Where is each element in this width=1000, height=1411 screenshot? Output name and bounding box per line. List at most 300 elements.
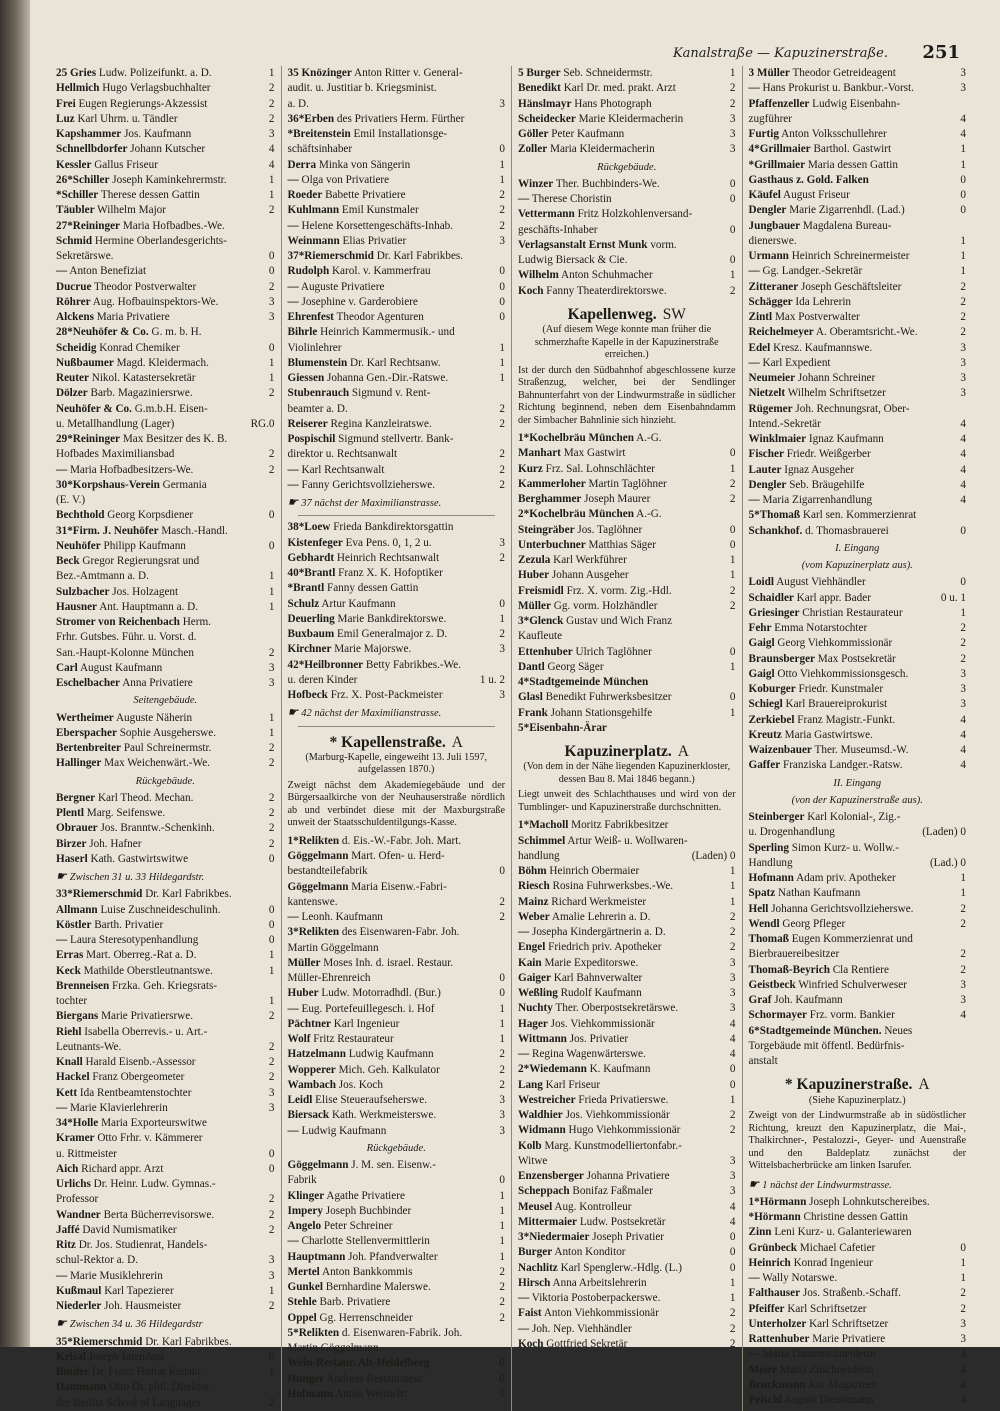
resident-name: Krisal — [56, 1350, 86, 1363]
directory-entry — [518, 986, 736, 1001]
resident-name: 30*Korpshaus-Verein — [56, 478, 160, 491]
resident-details: Gottfried Sekretär — [546, 1337, 628, 1350]
resident-details: Andreas Restaurateur — [326, 1372, 423, 1385]
floor-number: 2 — [268, 822, 275, 835]
directory-entry — [288, 112, 506, 127]
resident-name: Gaigl — [748, 667, 775, 680]
floor-number: 2 — [268, 112, 275, 125]
floor-number: 1 — [960, 887, 966, 900]
resident-name: Sulzbacher — [56, 585, 110, 598]
resident-details: Hofbades Maximiliansbad — [56, 448, 175, 461]
resident-details: Barth. Privatier — [94, 918, 164, 931]
floor-number: 0 — [268, 1162, 275, 1175]
resident-details: Joh. Rechnungsrat, Ober- — [795, 402, 910, 415]
resident-details: des Privatiers Herm. Fürther — [336, 112, 465, 125]
directory-entry — [518, 253, 736, 268]
resident-name: — — [287, 1124, 299, 1137]
resident-name: — — [748, 494, 760, 506]
directory-entry — [518, 1123, 736, 1138]
floor-number: 0 — [499, 265, 505, 278]
resident-details: Maria Damenschneiderin — [762, 1348, 876, 1361]
directory-entry — [749, 902, 967, 917]
directory-entry — [288, 1032, 506, 1047]
resident-name: — — [287, 463, 299, 476]
resident-name: Widmann — [518, 1124, 566, 1137]
resident-details: Witwe — [518, 1154, 548, 1167]
directory-entry — [749, 1256, 967, 1271]
directory-entry — [749, 493, 967, 508]
resident-details: Berta Bücherrevisorswe. — [103, 1208, 215, 1221]
resident-name: Pächtner — [287, 1017, 331, 1030]
floor-number: 1 — [960, 872, 966, 884]
directory-entry — [749, 652, 967, 667]
resident-name: 5*Eisenbahn-Ärar — [518, 721, 607, 734]
floor-number: 1 — [499, 612, 505, 625]
resident-details: Heinrich Obermaier — [549, 865, 640, 877]
directory-entry — [749, 1225, 967, 1240]
resident-details: Leutnants-We. — [56, 1040, 122, 1053]
floor-number: 1 — [729, 462, 736, 475]
pointing-hand-icon: ☛ — [287, 705, 302, 720]
resident-name: Fehr — [748, 622, 772, 634]
resident-details: G. m. b. H. — [151, 326, 202, 339]
floor-number: 2 — [499, 417, 505, 430]
resident-details: vorm. — [650, 238, 677, 251]
directory-entry — [749, 524, 967, 539]
floor-number: 1 — [499, 1002, 505, 1015]
directory-entry — [288, 956, 506, 971]
directory-entry — [56, 463, 275, 478]
district-code: A — [451, 733, 463, 751]
directory-entry — [288, 402, 506, 417]
resident-name: Impery — [287, 1204, 323, 1217]
directory-entry — [56, 1223, 275, 1238]
directory-entry — [518, 553, 736, 568]
resident-details: Therese dessen Gattin — [100, 189, 200, 201]
resident-details: Frz. X. vorm. Zig.-Hdl. — [566, 584, 672, 597]
directory-entry — [749, 682, 967, 697]
resident-name: 31*Firm. J. Neuhöfer — [56, 524, 159, 537]
resident-name: Dammann — [56, 1381, 107, 1394]
resident-name: 5*Thomaß — [748, 509, 801, 522]
directory-entry — [56, 1192, 275, 1207]
resident-name: Kramer — [56, 1132, 95, 1145]
resident-details: Herm. — [182, 616, 211, 628]
floor-number: 3 — [499, 689, 505, 701]
resident-details: Anton Weinwirt — [335, 1387, 407, 1400]
directory-entry — [518, 507, 736, 522]
directory-entry — [288, 895, 506, 910]
directory-entry — [518, 207, 736, 222]
floor-number: 3 — [960, 667, 966, 680]
floor-number: 3 — [960, 387, 966, 400]
floor-number: 2 — [268, 837, 275, 850]
resident-details: Eug. Portefeuillegesch. i. Hof — [301, 1002, 435, 1015]
directory-entry — [749, 963, 967, 978]
resident-name: — — [748, 1272, 760, 1284]
floor-number: 4 — [729, 1048, 736, 1060]
directory-entry — [288, 581, 506, 596]
resident-name: Scheppach — [518, 1185, 570, 1198]
floor-number: 1 — [960, 234, 966, 247]
floor-number: (Laden) 0 — [691, 849, 736, 862]
resident-name: *Breitenstein — [287, 128, 351, 140]
resident-name: Hager — [518, 1017, 548, 1030]
floor-number: 3 — [729, 987, 736, 999]
floor-number: 1 — [729, 569, 736, 582]
resident-name: — — [518, 1292, 530, 1304]
entrance-heading: I. Eingang — [835, 542, 880, 554]
resident-name: Frank — [518, 706, 548, 719]
resident-name: Ettenhuber — [518, 645, 573, 658]
directory-entry — [288, 432, 506, 447]
resident-details: Jos. Viehkommissionär — [565, 1109, 670, 1121]
resident-name: Kessler — [56, 158, 92, 171]
directory-entry — [749, 886, 967, 901]
directory-entry — [56, 1284, 275, 1299]
floor-number: 3 — [729, 1002, 736, 1015]
directory-entry — [518, 614, 736, 629]
floor-number: 1 — [268, 585, 275, 598]
resident-details: Theodor Postverwalter — [94, 280, 197, 293]
resident-name: — — [56, 463, 68, 476]
resident-details: d. Eisenwaren-Fabrik. Joh. — [341, 1326, 463, 1339]
resident-name: 1*Relikten — [287, 834, 340, 847]
resident-name: — — [287, 295, 299, 308]
floor-number: 2 — [729, 1322, 736, 1335]
resident-details: Joseph Kaminkehrermstr. — [112, 173, 227, 186]
entry-list — [56, 711, 275, 772]
resident-details: Emil Kunstmaler — [341, 204, 419, 217]
resident-details: Leonh. Kaufmann — [301, 911, 383, 923]
resident-details: Konrad Ingenieur — [793, 1256, 873, 1269]
floor-number: 0 — [268, 1147, 275, 1160]
resident-details: Marie Bankdirektorswe. — [337, 612, 447, 625]
resident-name: Derra — [287, 158, 317, 171]
resident-name: 35 Knözinger — [287, 67, 352, 79]
resident-name: Kistenfeger — [287, 536, 343, 549]
resident-details: Martin Göggelmann — [287, 941, 379, 954]
directory-entry — [56, 112, 275, 127]
book-binding-edge — [0, 0, 30, 1347]
street-name-origin: (Auf diesem Wege konnte man früher die schmerzhafte Kapelle in der Kapuzinerstraße erreichen.) — [534, 324, 719, 360]
floor-number: 3 — [729, 956, 736, 969]
directory-entry — [749, 1347, 967, 1362]
directory-entry — [749, 713, 967, 728]
resident-details: zugführer — [748, 112, 792, 125]
resident-name: Huber — [287, 987, 319, 1000]
street-description: Ist der durch den Südbahnhof abgeschlossene kurze Straßenzug, welcher, bei der Sendlinger Bahnunterfahrt von der Lindwurmstraße in südlicher Richtung beginnend, neben dem Eisenbahndamm der Simbacher Bahnlinie sich hinzieht. — [518, 364, 736, 426]
resident-name: Täubler — [56, 204, 95, 217]
directory-entry — [56, 402, 275, 417]
floor-number: 1 — [268, 67, 275, 79]
building-subheading: Rückgebäude. — [135, 775, 195, 787]
directory-entry — [56, 310, 275, 325]
resident-name: Blumenstein — [287, 356, 348, 369]
directory-entry — [288, 142, 506, 157]
resident-name: Biergans — [56, 1010, 99, 1023]
floor-number: RG.0 — [250, 417, 275, 430]
resident-name: Westreicher — [518, 1093, 576, 1106]
directory-columns — [50, 66, 972, 1409]
entrance-heading: II. Eingang — [833, 777, 882, 789]
resident-name: Thomaß — [748, 933, 789, 945]
resident-details: Dr. Karl Fabrikbes. — [145, 888, 232, 901]
directory-entry — [749, 97, 967, 112]
floor-number: 0 — [960, 173, 966, 186]
resident-name: Bergner — [56, 791, 96, 804]
resident-details: Anton Konditor — [554, 1246, 626, 1259]
directory-entry — [56, 173, 275, 188]
directory-entry — [749, 1302, 967, 1317]
directory-entry — [288, 310, 506, 325]
resident-details: Ther. Museumsd.-W. — [814, 744, 909, 756]
directory-entry — [518, 127, 736, 142]
directory-entry — [56, 1365, 275, 1380]
resident-name: — — [748, 265, 760, 278]
resident-details: Mart. Oberreg.-Rat a. D. — [86, 949, 197, 962]
resident-name: 6*Stadtgemeinde München. — [748, 1024, 882, 1037]
resident-name: Schmid — [56, 234, 93, 247]
resident-name: Thomaß-Beyrich — [748, 963, 830, 976]
floor-number: 2 — [499, 895, 505, 908]
resident-name: Stromer von Reichenbach — [56, 616, 180, 628]
floor-number: 2 — [268, 807, 275, 819]
resident-details: Emil Installationsge- — [353, 128, 448, 140]
resident-details: Johanna Gerichtsvollzieherswe. — [771, 902, 914, 915]
directory-entry — [288, 463, 506, 478]
directory-entry — [749, 606, 967, 621]
directory-entry — [56, 371, 275, 386]
entry-list — [749, 1195, 967, 1409]
resident-details: Ludw. Polizeifunkt. a. D. — [98, 67, 212, 79]
resident-name: Glasl — [518, 691, 543, 704]
directory-entry — [749, 758, 967, 773]
floor-number: 3 — [499, 1094, 505, 1106]
floor-number: 1 — [729, 1292, 736, 1304]
directory-entry — [288, 127, 506, 142]
resident-name: Engel — [518, 941, 546, 954]
resident-details: Jos. Branntw.-Schenkinh. — [100, 822, 215, 835]
resident-name: Huber — [518, 569, 550, 582]
resident-details: Amalie Lehrerin a. D. — [551, 910, 651, 923]
resident-name: Ritz — [56, 1239, 76, 1251]
floor-number: 2 — [729, 941, 736, 954]
directory-entry — [518, 1001, 736, 1016]
resident-details: Karl Ingenieur — [333, 1017, 400, 1030]
floor-number: 3 — [729, 128, 736, 140]
directory-entry — [749, 188, 967, 203]
resident-name: Braunsberger — [748, 652, 815, 665]
floor-number: 0 — [499, 295, 505, 308]
directory-entry — [288, 1219, 506, 1234]
floor-number: 2 — [268, 1223, 275, 1236]
entry-list — [518, 431, 736, 736]
resident-details: Hermine Oberlandesgerichts- — [94, 234, 227, 247]
resident-name: Dengler — [748, 204, 787, 217]
resident-details: Wally Notarswe. — [762, 1272, 838, 1284]
resident-details: Sigmund v. Rent- — [351, 387, 431, 400]
resident-details: Kath. Werkmeisterswe. — [331, 1109, 437, 1122]
directory-entry — [288, 234, 506, 249]
floor-number: 3 — [268, 311, 275, 323]
floor-number: 3 — [960, 698, 966, 711]
floor-number: 0 — [268, 918, 275, 931]
floor-number: 0 — [729, 523, 736, 536]
resident-details: Marie Privatiere — [812, 1333, 886, 1345]
resident-details: Friedrich priv. Apotheker — [548, 941, 662, 954]
floor-number: 2 — [960, 311, 966, 323]
resident-details: Johann Kutscher — [130, 143, 206, 156]
floor-number: 1 — [268, 949, 275, 962]
column-3 — [511, 66, 742, 1411]
resident-details: Heinrich Rechtsanwalt — [336, 551, 440, 564]
directory-entry — [288, 941, 506, 956]
resident-details: Jos. Holzagent — [112, 585, 179, 598]
resident-name: Freismidl — [518, 584, 564, 597]
resident-details: G.m.b.H. Eisen- — [134, 402, 208, 415]
resident-details: Michael Cafetier — [799, 1241, 876, 1254]
resident-details: Elias Privatier — [342, 234, 407, 247]
resident-details: Intend.-Sekretär — [748, 417, 821, 430]
directory-entry — [749, 917, 967, 932]
resident-name: Hunger — [287, 1372, 325, 1385]
directory-entry — [749, 743, 967, 758]
directory-entry — [288, 280, 506, 295]
resident-name: 2*Kochelbräu München — [518, 508, 634, 521]
location-note-text: 37 nächst der Maximilianstrasse. — [301, 498, 442, 509]
directory-entry — [749, 1271, 967, 1286]
directory-entry — [518, 223, 736, 238]
resident-details: schul-Rektor a. D. — [56, 1254, 139, 1267]
resident-details: Theodor Getreideagent — [792, 67, 896, 79]
resident-details: Joh. Pfandverwalter — [348, 1250, 438, 1263]
floor-number: 0 — [729, 1261, 736, 1274]
floor-number: 2 — [499, 1078, 505, 1091]
directory-entry — [518, 599, 736, 614]
resident-name: Koch — [518, 1337, 544, 1350]
resident-name: Winzer — [518, 177, 554, 190]
directory-entry — [288, 1311, 506, 1326]
resident-details: Maria Zigarrenhandlung — [762, 494, 873, 506]
resident-details: Jos. Magaziner — [808, 1378, 877, 1391]
entry-list — [56, 887, 275, 1314]
directory-entry — [288, 642, 506, 657]
directory-entry — [288, 971, 506, 986]
resident-details: Moritz Fabrikbesitzer — [571, 819, 669, 832]
resident-details: u. deren Kinder — [287, 673, 358, 686]
resident-name: Winklmaier — [748, 433, 807, 445]
resident-details: Martin Taglöhner — [588, 477, 667, 490]
resident-details: Aug. Kontrolleur — [554, 1200, 632, 1213]
resident-name: Manhart — [518, 447, 561, 460]
floor-number: 1 — [268, 1284, 275, 1297]
resident-details: Frieda Bankdirektorsgattin — [333, 521, 454, 534]
directory-entry — [518, 864, 736, 879]
resident-details: Artur Kaufmann — [321, 597, 396, 610]
resident-details: tochter — [56, 995, 88, 1007]
directory-entry — [56, 756, 275, 771]
resident-details: u. Rittmeister — [56, 1147, 117, 1160]
directory-entry — [518, 177, 736, 192]
resident-name: Gunkel — [287, 1281, 323, 1293]
floor-number: 3 — [268, 128, 275, 140]
resident-details: Maria Hofbadbesitzers-We. — [69, 463, 194, 476]
page-header — [40, 42, 960, 66]
resident-details: Kresz. Kaufmannswe. — [773, 341, 873, 354]
floor-number: 1 — [729, 880, 736, 893]
resident-details: Laura Steresotypenhandlung — [69, 934, 199, 946]
floor-number: 2 — [499, 1296, 505, 1309]
resident-details: Hans Prokurist u. Bankbur.-Vorst. — [762, 82, 914, 95]
floor-number: 0 — [729, 645, 736, 658]
floor-number: 4 — [268, 158, 275, 171]
floor-number: 4 — [960, 494, 966, 506]
resident-details: geschäfts-Inhaber — [518, 223, 598, 236]
directory-entry — [56, 933, 275, 948]
resident-details: Ulrich Taglöhner — [575, 645, 652, 658]
resident-details: Gg. Herrenschneider — [319, 1311, 413, 1324]
street-heading — [518, 744, 736, 759]
page-number: 251 — [922, 42, 960, 63]
floor-number: 3 — [268, 1269, 275, 1282]
directory-entry — [518, 66, 736, 81]
resident-details: David Numismatiker — [82, 1223, 177, 1236]
floor-number: 1 — [960, 158, 966, 171]
floor-number: 4 — [960, 759, 966, 772]
directory-entry — [56, 386, 275, 401]
resident-details: Sekretärswe. — [56, 250, 114, 262]
resident-name: Schägger — [748, 295, 793, 308]
entry-list — [518, 177, 736, 299]
floor-number: 2 — [960, 1287, 966, 1300]
resident-details: Joseph Geschäftsleiter — [801, 280, 902, 293]
directory-entry — [56, 127, 275, 142]
resident-name: Unterbuchner — [518, 538, 586, 551]
resident-name: Wopperer — [287, 1063, 336, 1076]
directory-entry — [56, 97, 275, 112]
directory-entry — [288, 1356, 506, 1371]
resident-details: Ludwig Eisenbahn- — [812, 97, 901, 110]
entrance-note: (vom Kapuzinerplatz aus). — [801, 560, 913, 571]
resident-name: Meusel — [518, 1200, 553, 1213]
resident-name: Benedikt — [518, 82, 561, 95]
directory-entry — [749, 325, 967, 340]
resident-name: — — [56, 934, 68, 946]
directory-entry — [56, 447, 275, 462]
directory-entry — [288, 1158, 506, 1173]
resident-details: Karl Werkführer — [553, 554, 627, 566]
column-4 — [742, 66, 973, 1411]
directory-entry — [288, 188, 506, 203]
resident-name: Schaidler — [748, 591, 794, 604]
directory-entry — [288, 356, 506, 371]
directory-entry — [749, 158, 967, 173]
floor-number: 1 — [729, 67, 736, 79]
floor-number: 2 — [499, 463, 505, 476]
resident-name: Zitteraner — [748, 280, 799, 293]
directory-entry — [56, 66, 275, 81]
floor-number: 1 — [499, 1220, 505, 1232]
directory-entry — [749, 667, 967, 682]
directory-entry — [749, 264, 967, 279]
resident-name: Binder — [56, 1366, 89, 1378]
floor-number: 0 — [499, 311, 505, 323]
resident-name: Giessen — [287, 372, 325, 384]
floor-number: 2 — [960, 917, 966, 930]
resident-name: — — [748, 356, 760, 369]
resident-details: Frz. X. Post-Packmeister — [330, 689, 443, 701]
